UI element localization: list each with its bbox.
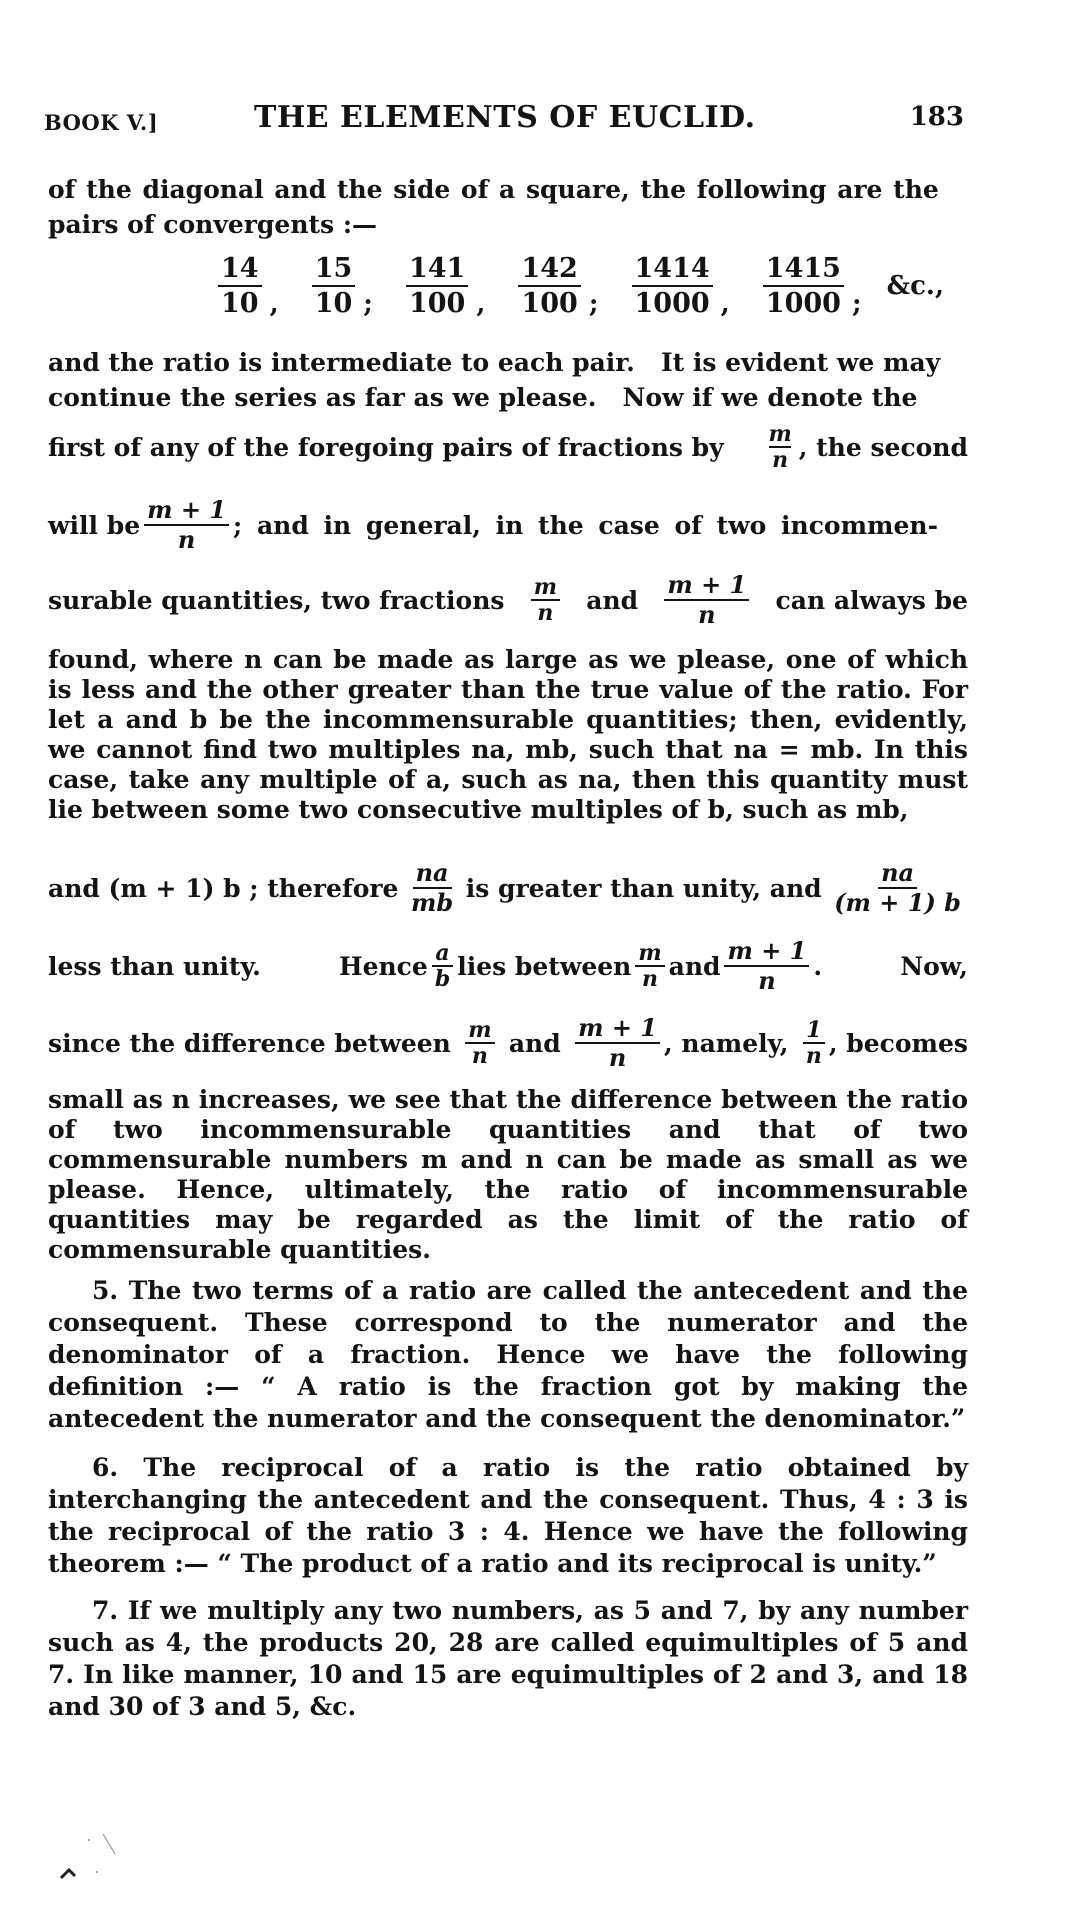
etc-label: &c., — [886, 271, 945, 301]
fraction-m1-n: $\frac{m + 1}{n}$ — [144, 496, 229, 554]
text-line — [48, 175, 968, 204]
p1-line-7a: less than unity. — [48, 951, 261, 981]
p1-line-1: and the ratio is intermediate to each pair. It is evident we may — [48, 348, 941, 377]
scan-mark — [55, 1830, 135, 1900]
p1-line-7b: Hence — [338, 951, 428, 981]
p1-block-2: small as n increases, we see that the difference between the ratio of two incommensurable quantities and that of two commensurable numbers m and n can be made as small as we please. Hence, ultimately, the ratio of incommensurable quantities may be regarded as the limit of the ratio of commensurable quantities. — [48, 1085, 968, 1264]
text-line — [48, 1007, 968, 1079]
p1-line-8c: , namely, — [664, 1028, 789, 1058]
intro-line-1: of the diagonal and the side of a square, the following are the — [48, 175, 939, 204]
page-number: 183 — [909, 102, 964, 132]
text-line — [48, 490, 968, 560]
convergent-fraction: $\frac{1415}{1000}$ — [763, 252, 844, 320]
text-line: less than unity. Hence $\frac{a}{b}$ lies between $\frac{m}{n}$ and $\frac{m + 1}{n}$ . Now, — [48, 936, 968, 995]
p1-line-8d: , becomes — [828, 1028, 968, 1058]
p1-line-7c: lies between — [457, 951, 632, 981]
p1-line-6b: is greater than unity, and — [465, 873, 822, 903]
fraction-separator: , — [269, 289, 279, 319]
text-line — [48, 412, 968, 482]
fraction-separator: ; — [588, 289, 599, 319]
p1-line-2: continue the series as far as we please. Now if we denote the — [48, 383, 918, 412]
fraction-m-n: $\frac{m}{n}$ — [531, 575, 560, 625]
text-line — [48, 210, 968, 239]
running-header — [44, 100, 964, 136]
text-line — [48, 565, 968, 635]
p1-block: found, where n can be made as large as we please, one of which is less and the other greater than the true value of the ratio. For let a and b be the incommensurable quantities; then, evidently, we cannot find two multiples na, mb, such that na = mb. In this case, take any multiple of a, such as na, then this quantity must lie between some two consecutive multiples of b, such as mb, — [48, 645, 968, 824]
p1-line-7d: and — [668, 951, 721, 981]
intro-line-2: pairs of convergents :— — [48, 210, 378, 239]
p1-line-3b: , the second — [798, 432, 968, 462]
fraction-separator: ; — [363, 289, 373, 319]
paragraph-5: 5. The two terms of a ratio are called the antecedent and the consequent. These correspond to the numerator and the denominator of a fraction. Hence we have the following definition :— “ A ratio is the fraction got by making the antecedent the numerator and the consequent the denominator.” — [48, 1276, 968, 1433]
convergent-fraction: $\frac{15}{10}$ — [312, 252, 356, 320]
p1-line-5c: can always be — [775, 585, 968, 615]
fraction-m-n: $\frac{m}{n}$ — [465, 1018, 494, 1068]
fraction-m1-n: $\frac{m + 1}{n}$ — [724, 937, 809, 995]
p1-line-7e: Now, — [900, 951, 968, 981]
fraction-na-m1b: $\frac{na}{(m + 1) b}$ — [834, 858, 961, 917]
convergent-fraction: $\frac{142}{100}$ — [518, 252, 580, 320]
p1-line-8b: and — [508, 1028, 561, 1058]
fraction-na-mb: $\frac{na}{mb}$ — [410, 858, 454, 917]
convergent-fraction: $\frac{14}{10}$ — [218, 252, 262, 320]
fraction-1-n: $\frac{1}{n}$ — [803, 1018, 825, 1068]
p1-line-4a: will be — [48, 510, 141, 540]
fraction-separator: , — [476, 289, 486, 319]
text-line — [48, 348, 968, 377]
p1-line-6a: and (m + 1) b ; therefore — [48, 873, 399, 903]
fraction-m-n: $\frac{m}{n}$ — [635, 941, 664, 991]
fraction-separator: ; — [851, 289, 862, 319]
paragraph-6: 6. The reciprocal of a ratio is the ratio obtained by interchanging the antecedent and the consequent. Thus, 4 : 3 is the reciprocal of the ratio 3 : 4. Hence we have the following theorem :— “ The product of a ratio and its reciprocal is unity.” — [48, 1453, 968, 1578]
fraction-a-b: $\frac{a}{b}$ — [432, 941, 453, 991]
convergent-fraction: $\frac{141}{100}$ — [406, 252, 468, 320]
book-label: BOOK V.] — [44, 110, 159, 135]
fraction-m1-n: $\frac{m + 1}{n}$ — [664, 571, 749, 629]
text-line — [48, 852, 968, 924]
paragraph-7: 7. If we multiply any two numbers, as 5 and 7, by any number such as 4, the products 20, 28 are called equimultiples of 5 and 7. In like manner, 10 and 15 are equimultiples of 2 and 3, and 18 and 30 of 3 and 5, &c. — [48, 1596, 968, 1721]
convergent-fraction: $\frac{1414}{1000}$ — [632, 252, 713, 320]
p1-line-5a: surable quantities, two fractions — [48, 585, 505, 615]
fraction-m-n: $\frac{m}{n}$ — [768, 421, 792, 473]
p1-line-3a: first of any of the foregoing pairs of fractions by — [48, 432, 724, 462]
convergents-row — [210, 252, 960, 320]
fraction-m1-n: $\frac{m + 1}{n}$ — [575, 1014, 660, 1072]
p1-line-5b: and — [586, 585, 639, 615]
fraction-separator: , — [720, 289, 730, 319]
p1-line-8a: since the difference between — [48, 1028, 451, 1058]
p1-line-4b: ; and in general, in the case of two incommen- — [233, 510, 938, 540]
page-title: THE ELEMENTS OF EUCLID. — [254, 100, 756, 135]
text-line — [48, 383, 968, 412]
